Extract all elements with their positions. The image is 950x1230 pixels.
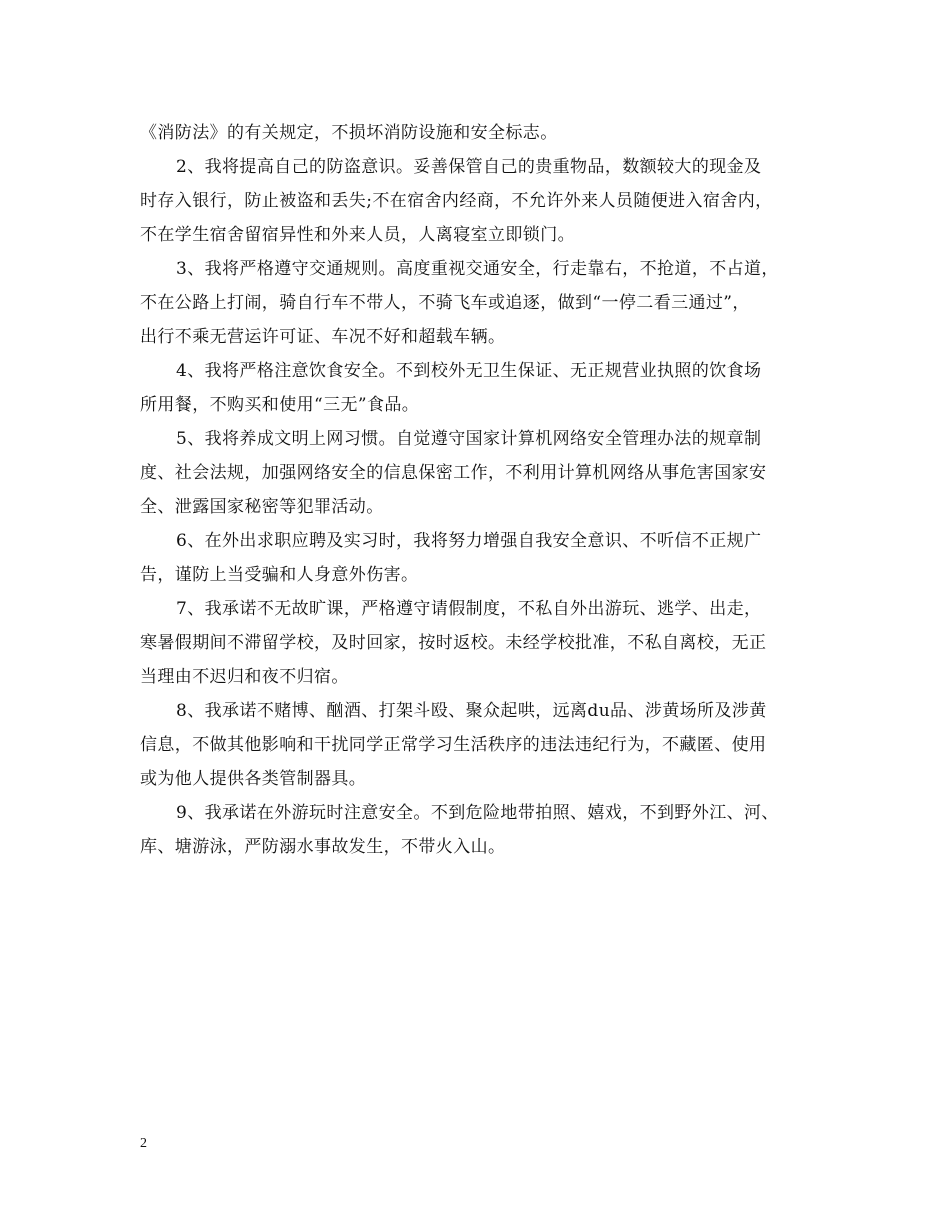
- paragraph-line: 3、我将严格遵守交通规则。高度重视交通安全，行走靠右，不抢道，不占道，: [176, 259, 779, 279]
- paragraph-line: 全、泄露国家秘密等犯罪活动。: [140, 497, 384, 517]
- paragraph-line: 库、塘游泳，严防溺水事故发生，不带火入山。: [140, 837, 506, 857]
- document-body: [140, 116, 830, 864]
- paragraph: [140, 252, 830, 354]
- paragraph-line: 9、我承诺在外游玩时注意安全。不到危险地带拍照、嬉戏，不到野外江、河、: [176, 803, 779, 823]
- paragraph-line: 2、我将提高自己的防盗意识。妥善保管自己的贵重物品，数额较大的现金及: [176, 157, 762, 177]
- paragraph-line: 或为他人提供各类管制器具。: [140, 769, 367, 789]
- paragraph-line: 出行不乘无营运许可证、车况不好和超载车辆。: [140, 327, 506, 347]
- paragraph-line: 寒暑假期间不滞留学校，及时回家，按时返校。未经学校批准，不私自离校，无正: [140, 633, 767, 653]
- paragraph-line: 所用餐，不购买和使用“三无”食品。: [140, 395, 420, 415]
- paragraph: [140, 150, 830, 252]
- paragraph-line: 度、社会法规，加强网络安全的信息保密工作，不利用计算机网络从事危害国家安: [140, 463, 767, 483]
- paragraph-line: 5、我将养成文明上网习惯。自觉遵守国家计算机网络安全管理办法的规章制: [176, 429, 762, 449]
- paragraph-line: 4、我将严格注意饮食安全。不到校外无卫生保证、无正规营业执照的饮食场: [176, 361, 762, 381]
- paragraph-line: 时存入银行，防止被盗和丢失;不在宿舍内经商，不允许外来人员随便进入宿舍内，: [140, 191, 773, 211]
- paragraph-line: 告，谨防上当受骗和人身意外伤害。: [140, 565, 419, 585]
- paragraph-line: 7、我承诺不无故旷课，严格遵守请假制度，不私自外出游玩、逃学、出走，: [176, 599, 762, 619]
- paragraph-line: 不在公路上打闹，骑自行车不带人，不骑飞车或追逐，做到“一停二看三通过”，: [140, 293, 750, 313]
- paragraph-line: 8、我承诺不赌博、酗酒、打架斗殴、聚众起哄，远离du品、涉黄场所及涉黄: [176, 701, 767, 721]
- page-number: 2: [140, 1136, 147, 1151]
- paragraph: [140, 116, 830, 150]
- paragraph: [140, 354, 830, 422]
- paragraph: [140, 524, 830, 592]
- paragraph: [140, 422, 830, 524]
- paragraph-line: 信息，不做其他影响和干扰同学正常学习生活秩序的违法违纪行为，不藏匿、使用: [140, 735, 767, 755]
- paragraph: [140, 592, 830, 694]
- paragraph-line: 不在学生宿舍留宿异性和外来人员，人离寝室立即锁门。: [140, 225, 575, 245]
- paragraph-line: 当理由不迟归和夜不归宿。: [140, 667, 349, 687]
- paragraph-line: 6、在外出求职应聘及实习时，我将努力增强自我安全意识、不听信不正规广: [176, 531, 762, 551]
- paragraph: [140, 694, 830, 796]
- paragraph-line: 《消防法》的有关规定，不损坏消防设施和安全标志。: [140, 123, 558, 143]
- paragraph: [140, 796, 830, 864]
